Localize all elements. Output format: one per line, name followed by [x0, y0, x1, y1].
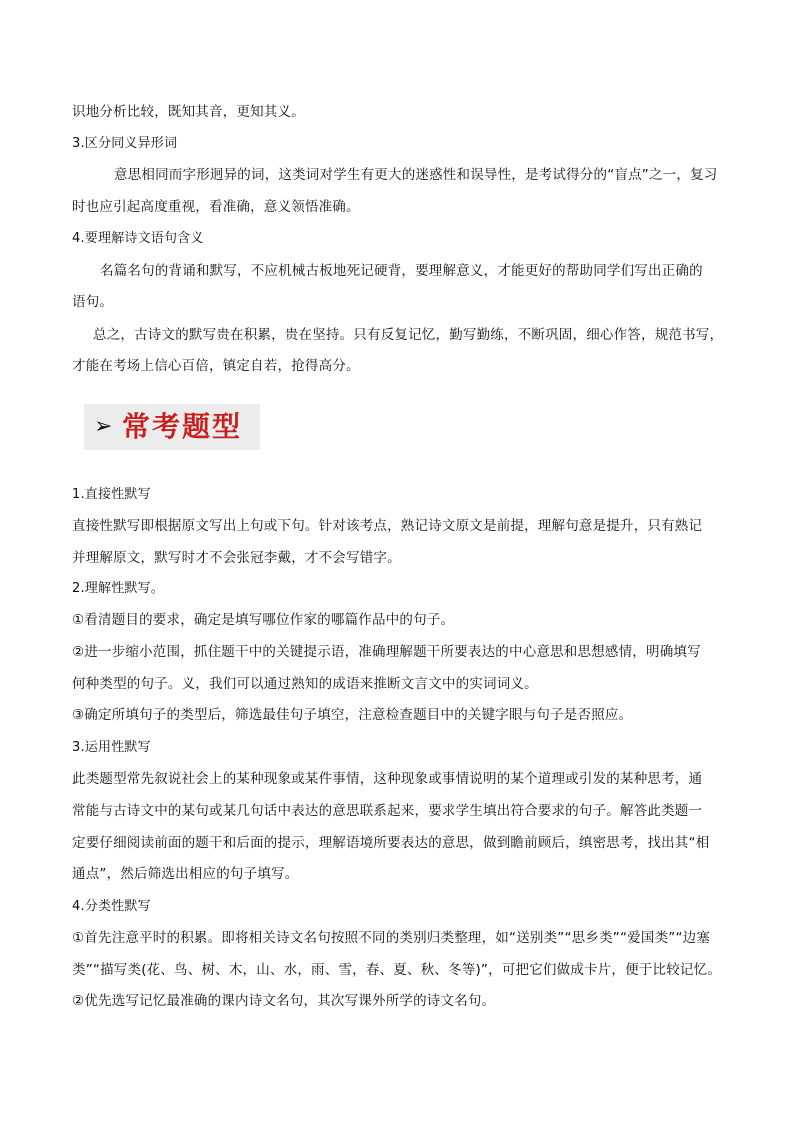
paragraph-line: ①看清题目的要求，确定是填写哪位作家的哪篇作品中的句子。 — [72, 612, 455, 628]
subheading-2: 2.理解性默写。 — [72, 581, 165, 596]
paragraph-line: ③确定所填句子的类型后，筛选最佳句子填空，注意检查题目中的关键字眼与句子是否照应。 — [72, 707, 633, 723]
subheading-4: 4.要理解诗文语句含义 — [72, 231, 204, 246]
paragraph-line: 总之，古诗文的默写贵在积累，贵在坚持。只有反复记忆，勤写勤练，不断巩固，细心作答，规范书写， — [93, 327, 724, 343]
subheading-4: 4.分类性默写 — [72, 899, 151, 914]
arrow-icon: ➢ — [94, 414, 113, 439]
paragraph-line: 直接性默写即根据原文写出上句或下句。针对该考点，熟记诗文原文是前提，理解句意是提升，只有熟记 — [72, 518, 703, 534]
paragraph-line: 此类题型常先叙说社会上的某种现象或某件事情，这种现象或事情说明的某个道理或引发的某种思考，通 — [72, 771, 703, 787]
section-banner — [84, 404, 260, 450]
paragraph-line: ①首先注意平时的积累。即将相关诗文名句按照不同的类别归类整理，如“送别类”“思乡类”“爱国类”“边塞 — [72, 930, 711, 946]
paragraph-line: 并理解原文，默写时才不会张冠李戴，才不会写错字。 — [72, 550, 401, 566]
paragraph-line: 何种类型的句子。义，我们可以通过熟知的成语来推断文言文中的实词词义。 — [72, 676, 538, 692]
paragraph-line: 语句。 — [72, 294, 114, 310]
paragraph-line: ②优先选写记忆最准确的课内诗文名句，其次写课外所学的诗文名句。 — [72, 993, 496, 1009]
paragraph-line: 类”“描写类(花、鸟、树、木，山、水，雨、雪，春、夏、秋、冬等)”，可把它们做成卡片，便于比较记忆。 — [72, 962, 722, 978]
paragraph-line: 识地分析比较，既知其音，更知其义。 — [72, 104, 305, 120]
paragraph-line: 定要仔细阅读前面的题干和后面的提示，理解语境所要表达的意思，做到瞻前顾后，缜密思考，找出其“相 — [72, 835, 710, 851]
paragraph-line: 名篇名句的背诵和默写，不应机械古板地死记硬背，要理解意义，才能更好的帮助同学们写出正确的 — [100, 263, 703, 279]
paragraph-line: 才能在考场上信心百倍，镇定自若，抢得高分。 — [72, 358, 360, 374]
paragraph-line: ②进一步缩小范围，抓住题干中的关键提示语，准确理解题干所要表达的中心意思和思想感情，明确填写 — [72, 644, 701, 660]
subheading-3: 3.区分同义异形词 — [72, 136, 178, 151]
paragraph-line: 时也应引起高度重视，看准确，意义领悟准确。 — [72, 199, 360, 215]
section-title: 常考题型 — [122, 410, 243, 443]
paragraph-line: 意思相同而字形迥异的词，这类词对学生有更大的迷惑性和误导性，是考试得分的“盲点”之一，复习 — [114, 167, 718, 183]
subheading-1: 1.直接性默写 — [72, 487, 151, 502]
paragraph-line: 常能与古诗文中的某句或某几句话中表达的意思联系起来，要求学生填出符合要求的句子。解答此类题一 — [72, 803, 703, 819]
subheading-3: 3.运用性默写 — [72, 740, 151, 755]
paragraph-line: 通点”，然后筛选出相应的句子填写。 — [72, 866, 299, 882]
